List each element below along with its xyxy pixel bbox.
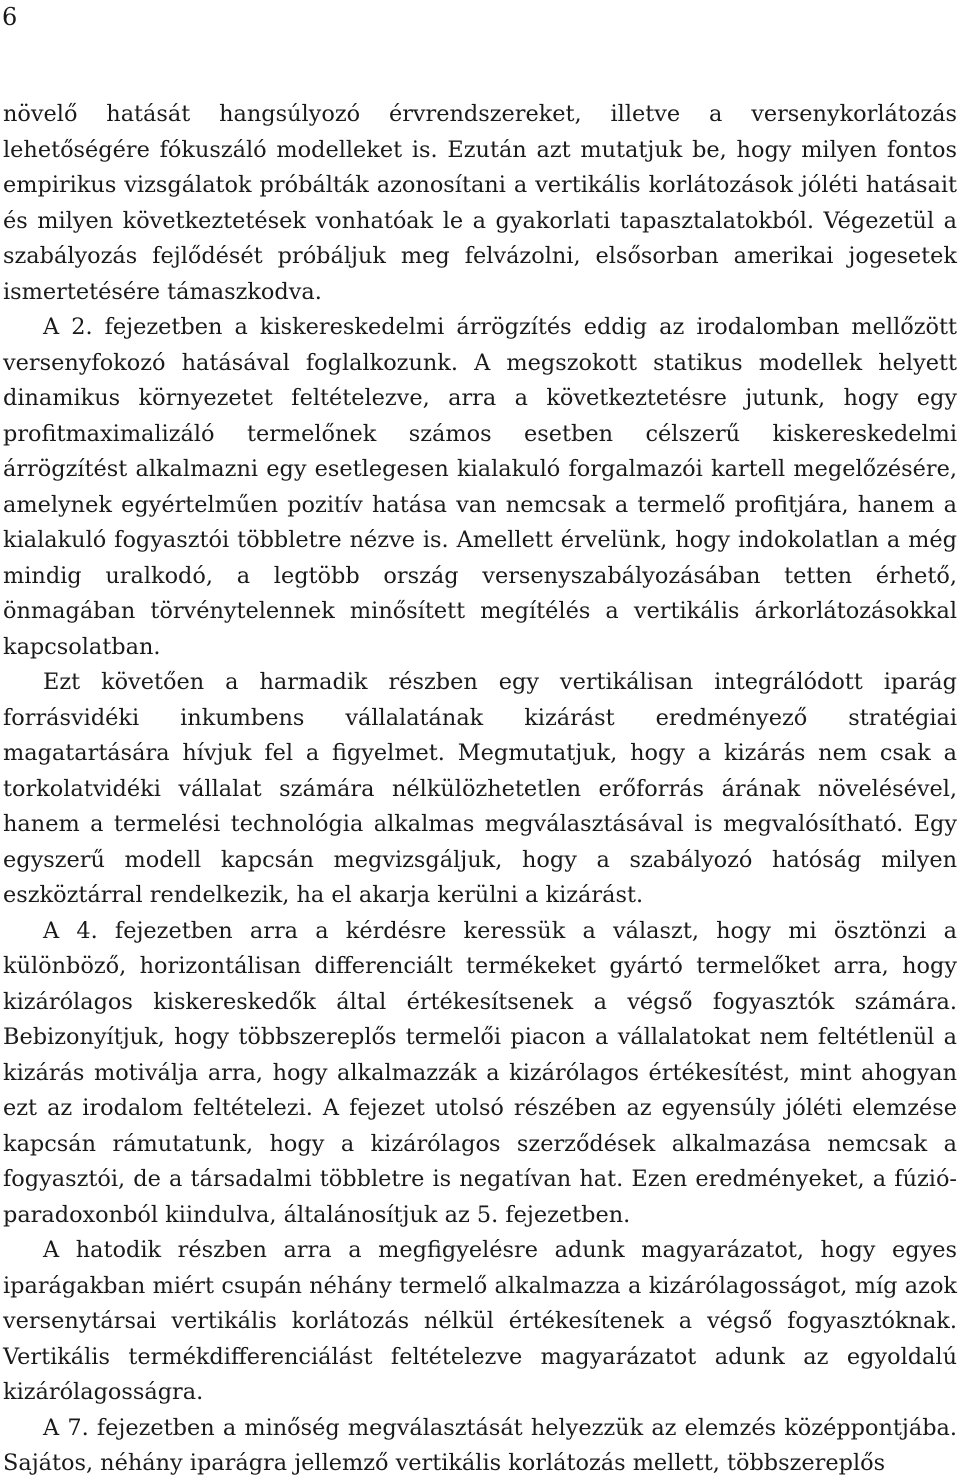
- body-text: [3, 97, 957, 1482]
- paragraph-chapter-7: A 7. fejezetben a minőség megválasztását helyezzük az elemzés középpontjába. Sajátos, néhány iparágra jellemző vertikális korlátozás mellett, többszereplős: [3, 1414, 957, 1476]
- paragraph-chapter-4: A 4. fejezetben arra a kérdésre keressük a választ, hogy mi ösztönzi a különböző, horizontálisan differenciált termékeket gyártó termelőket arra, hogy kizárólagos kiskereskedők által értékesítsenek a végső fogyasztók számára. Bebizonyítjuk, hogy többszereplős termelői piacon a vállalatokat nem feltétlenül a kizárás motiválja arra, hogy alkalmazzák a kizárólagos értékesítést, mint ahogyan ezt az irodalom feltételezi. A fejezet utolsó részében az egyensúly jóléti elemzése kapcsán rámutatunk, hogy a kizárólagos szerződések alkalmazása nemcsak a fogyasztói, de a társadalmi többletre is negatívan hat. Ezen eredményeket, a fúzió-paradoxonból kiindulva, általánosítjuk az 5. fejezetben.: [3, 917, 957, 1228]
- paragraph-part-3: Ezt követően a harmadik részben egy vertikálisan integrálódott iparág forrásvidéki inkumbens vállalatának kizárást eredményező stratégiai magatartására hívjuk fel a figyelmet. Megmutatjuk, hogy a kizárás nem csak a torkolatvidéki vállalat számára nélkülözhetetlen erőforrás árának növelésével, hanem a termelési technológia alkalmas megválasztásával is megvalósítható. Egy egyszerű modell kapcsán megvizsgáljuk, hogy a szabályozó hatóság milyen eszköztárral rendelkezik, ha el akarja kerülni a kizárást.: [3, 669, 957, 908]
- paragraph-chapter-2: A 2. fejezetben a kiskereskedelmi árrögzítés eddig az irodalomban mellőzött versenyfokozó hatásával foglalkozunk. A megszokott statikus modellek helyett dinamikus környezetet feltételezve, arra a következtetésre jutunk, hogy egy profitmaximalizáló termelőnek számos esetben célszerű kiskereskedelmi árrögzítést alkalmazni egy esetlegesen kialakuló forgalmazói kartell megelőzésére, amelynek egyértelműen pozitív hatása van nemcsak a termelő profitjára, hanem a kialakuló fogyasztói többletre nézve is. Amellett érvelünk, hogy indokolatlan a még mindig uralkodó, a legtöbb ország versenyszabályozásában tetten érhető, önmagában törvénytelennek minősített megítélés a vertikális árkorlátozásokkal kapcsolatban.: [3, 314, 957, 660]
- paragraph-continuation: növelő hatását hangsúlyozó érvrendszereket, illetve a versenykorlátozás lehetőségére fókuszáló modelleket is. Ezután azt mutatjuk be, hogy milyen fontos empirikus vizsgálatok próbálták azonosítani a vertikális korlátozások jóléti hatásait és milyen következtetések vonhatóak le a gyakorlati tapasztalatokból. Végezetül a szabályozás fejlődését próbáljuk meg felvázolni, elsősorban amerikai jogesetek ismertetésére támaszkodva.: [3, 101, 957, 305]
- paragraph-part-6: A hatodik részben arra a megfigyelésre adunk magyarázatot, hogy egyes iparágakban miért csupán néhány termelő alkalmazza a kizárólagosságot, míg azok versenytársai vertikális korlátozás nélkül értékesítenek a végső fogyasztóknak. Vertikális termékdifferenciálást feltételezve magyarázatot adunk az egyoldalú kizárólagosságra.: [3, 1237, 957, 1405]
- page-number: 6: [2, 3, 18, 31]
